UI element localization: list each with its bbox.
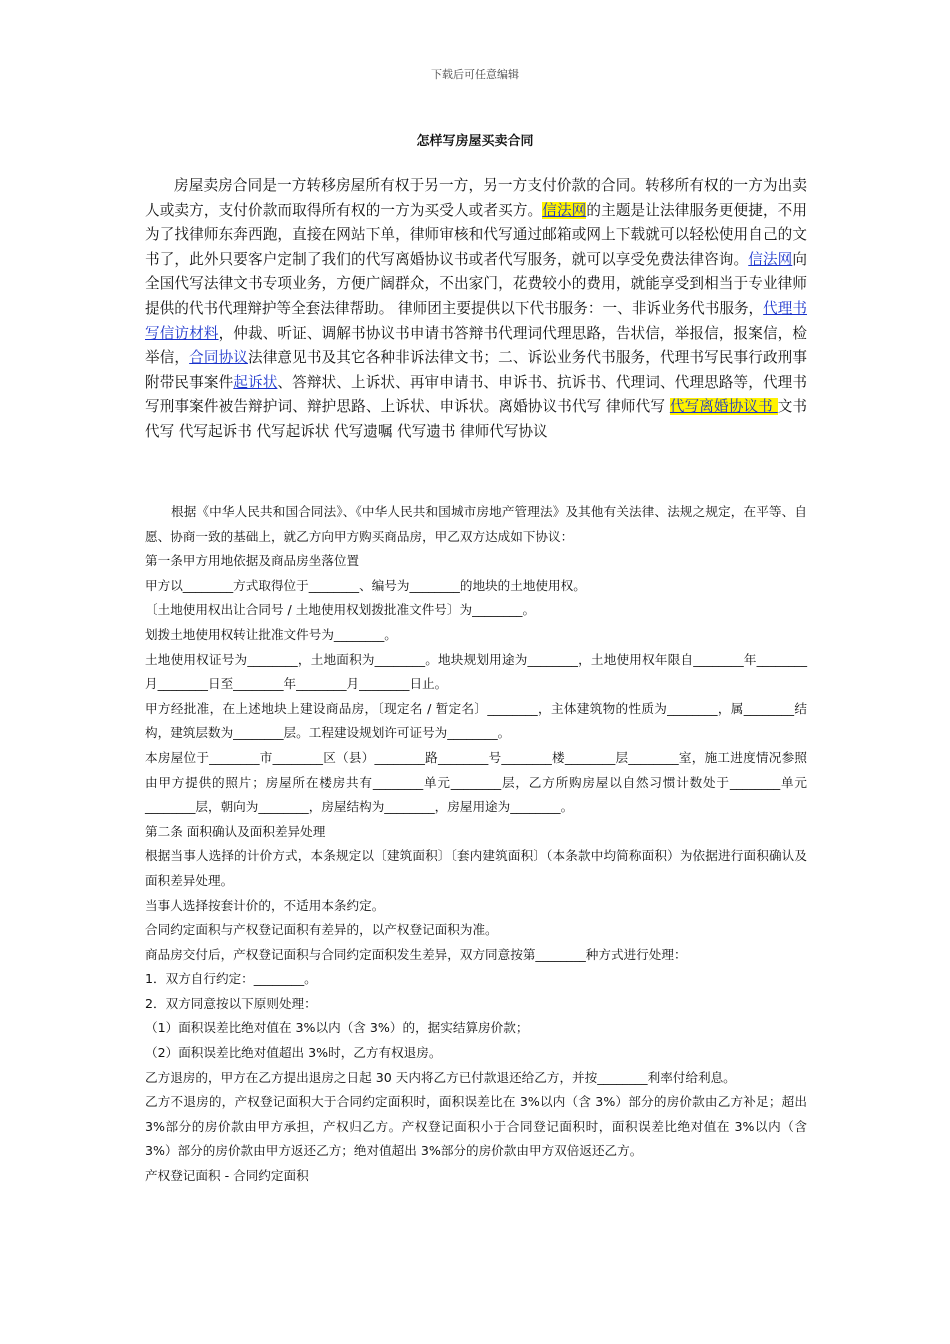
intro-paragraph bbox=[145, 174, 807, 445]
link-petition-materials[interactable]: 代理书写信访材料 bbox=[145, 299, 807, 342]
intro-text: 、答辩状、上诉状、再审申请书、申诉书、抗诉书、代理词、代理思路等，代理书写刑事案件被告辩护词、辩护思路、上诉状、申诉状。离婚协议书代写 律师代写 bbox=[145, 373, 807, 416]
page-header: 下载后可任意编辑 bbox=[431, 68, 519, 81]
contract-paragraph: 商品房交付后，产权登记面积与合同约定面积发生差异，双方同意按第________种方式进行处理： bbox=[145, 946, 687, 962]
contract-paragraph: （1）面积误差比绝对值在 3%以内（含 3%）的，据实结算房价款； bbox=[145, 1020, 529, 1036]
intro-text: 的主题是让法律服务更便捷，不用为了找律师东奔西跑，直接在网站下单，律师审核和代写通过邮箱或网上下载就可以轻松使用自己的文书了，此外只要客户定制了我们的代写离婚协议书或者代写服务，就可以享受免费法律咨询。 bbox=[145, 201, 807, 268]
contract-paragraph: 当事人选择按套计价的，不适用本条约定。 bbox=[145, 897, 385, 913]
contract-paragraph: （2）面积误差比绝对值超出 3%时，乙方有权退房。 bbox=[145, 1045, 442, 1061]
contract-paragraph: 合同约定面积与产权登记面积有差异的，以产权登记面积为准。 bbox=[145, 922, 498, 938]
link-complaint[interactable]: 起诉状 bbox=[233, 373, 278, 391]
section-heading: 第一条甲方用地依据及商品房坐落位置 bbox=[145, 553, 360, 569]
contract-paragraph: 〔土地使用权出让合同号 / 土地使用权划拨批准文件号〕为________。 bbox=[145, 602, 536, 618]
link-xinfawang[interactable]: 信法网 bbox=[748, 250, 793, 268]
contract-body bbox=[145, 500, 807, 1189]
contract-paragraph: 乙方退房的，甲方在乙方提出退房之日起 30 天内将乙方已付款退还给乙方，并按________利率付给利息。 bbox=[145, 1069, 736, 1085]
contract-paragraph: 乙方不退房的，产权登记面积大于合同约定面积时，面积误差比在 3%以内（含 3%）部分的房价款由乙方补足；超出 3%部分的房价款由甲方承担，产权归乙方。产权登记面积小于合同登记面积时，面积误差比绝对值在 3%以内（含 3%）部分的房价款由甲方返还乙方；绝对值超出 3%部分的房价款由甲方双倍返还乙方。 bbox=[145, 1094, 807, 1159]
intro-text: 房屋卖房合同是一方转移房屋所有权于另一方，另一方支付价款的合同。转移所有权的一方为出卖人或卖方，支付价款而取得所有权的一方为买受人或者买方。 bbox=[145, 177, 807, 219]
intro-text: 文书代写 代写起诉书 代写起诉状 代写遗嘱 代写遗书 律师代写协议 bbox=[145, 398, 808, 440]
contract-paragraph: 根据当事人选择的计价方式，本条规定以〔建筑面积〕〔套内建筑面积〕（本条款中均简称面积）为依据进行面积确认及面积差异处理。 bbox=[145, 848, 807, 888]
intro-text: 向全国代写法律文书专项业务，方便广阔群众，不出家门，花费较小的费用，就能享受到相当于专业律师提供的代书代理辩护等全套法律帮助。 律师团主要提供以下代书服务：一、非诉业务代书服务， bbox=[145, 250, 807, 317]
link-divorce-agreement[interactable]: 代写离婚协议书 bbox=[669, 398, 778, 416]
contract-paragraph: 划拨土地使用权转让批准文件号为________。 bbox=[145, 626, 397, 642]
contract-paragraph: 产权登记面积 - 合同约定面积 bbox=[145, 1168, 309, 1184]
link-contract-agreement[interactable]: 合同协议 bbox=[189, 349, 248, 367]
contract-preamble: 根据《中华人民共和国合同法》、《中华人民共和国城市房地产管理法》及其他有关法律、法规之规定，在平等、自愿、协商一致的基础上，就乙方向甲方购买商品房，甲乙双方达成如下协议： bbox=[145, 504, 807, 544]
section-heading: 第二条 面积确认及面积差异处理 bbox=[145, 823, 326, 839]
intro-text: ，仲裁、听证、调解书协议书申请书答辩书代理词代理思路，告状信，举报信，报案信，检举信， bbox=[145, 324, 807, 367]
contract-paragraph: 2．双方同意按以下原则处理： bbox=[145, 995, 317, 1011]
intro-text: 法律意见书及其它各种非诉法律文书；二、诉讼业务代书服务，代理书写民事行政刑事附带民事案件 bbox=[145, 349, 807, 391]
contract-paragraph: 本房屋位于________市________区（县）________路________号________楼________层________室，施工进度情况参照由甲方提供的照片；房屋所在楼房共有________单元________层，乙方所购房屋以自然习惯计数处于________单元________层，朝向为________，房屋结构为________，房屋用途为________。 bbox=[145, 749, 807, 815]
contract-paragraph: 1．双方自行约定：________。 bbox=[145, 971, 317, 987]
contract-paragraph: 甲方经批准，在上述地块上建设商品房，〔现定名 / 暂定名〕________，主体建筑物的性质为________，属________结构，建筑层数为________层。工程建设规划许可证号为________。 bbox=[145, 700, 807, 741]
document-title: 怎样写房屋买卖合同 bbox=[416, 134, 534, 149]
contract-paragraph: 土地使用权证号为________，土地面积为________。地块规划用途为________，土地使用权年限自________年________月________日至________年________月________日止。 bbox=[145, 651, 807, 692]
link-xinfawang[interactable]: 信法网 bbox=[542, 201, 587, 219]
contract-paragraph: 甲方以________方式取得位于________、编号为________的地块的土地使用权。 bbox=[145, 577, 586, 593]
